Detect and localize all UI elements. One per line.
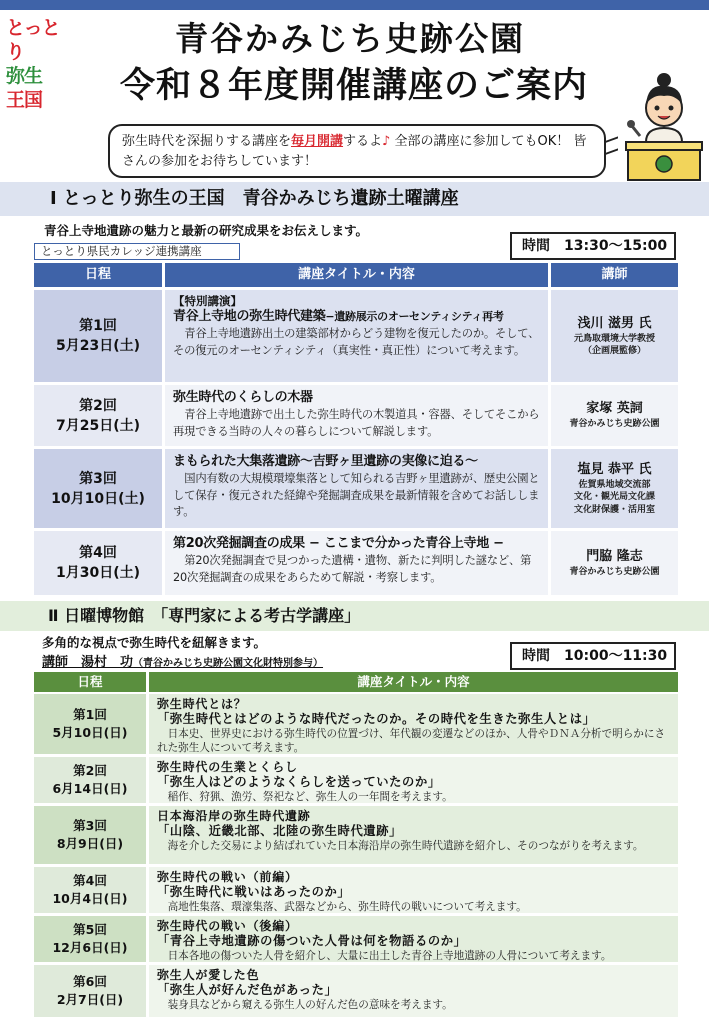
lecturer-cell	[551, 385, 678, 446]
lecturer-name: 家塚 英詞	[586, 401, 643, 417]
session-date: 12月6日(日)	[52, 940, 128, 955]
session-description: 日本各地の傷ついた人骨を紹介し、大量に出土した青谷上寺地遺跡の人骨について考えます。	[167, 950, 612, 962]
session-subtitle: 「青谷上寺地遺跡の傷ついた人骨は何を物語るのか」	[157, 934, 467, 948]
session-date-cell	[34, 531, 162, 595]
session-content-cell	[165, 290, 548, 382]
session-number: 第6回	[73, 974, 107, 989]
college-tag: とっとり県民カレッジ連携講座	[34, 243, 240, 260]
section2-lecturer	[42, 651, 323, 670]
session-subtitle: 「弥生時代とはどのような時代だったのか。その時代を生きた弥生人とは」	[157, 712, 596, 726]
table-row	[34, 694, 678, 754]
lecturer-affiliation: 青谷かみじち史跡公園	[569, 419, 660, 430]
session-title: 弥生時代とは？	[157, 697, 247, 711]
logo-text-2: 弥生	[6, 65, 43, 87]
logo-text-3: 王国	[6, 89, 43, 111]
lecturer-affiliation: 文化財保護・活用室	[573, 504, 655, 515]
page-title-line2: 令和８年度開催講座のご案内	[119, 65, 588, 106]
table-row	[34, 806, 678, 864]
bubble-text-pre: 弥生時代を深掘りする講座を	[122, 134, 292, 149]
session-date: 10月10日(土)	[51, 490, 145, 507]
session-subtitle: 「山陰、近畿北部、北陸の弥生時代遺跡」	[157, 824, 403, 838]
table-row	[34, 916, 678, 962]
section1-intro: 青谷上寺地遺跡の魅力と最新の研究成果をお伝えします。	[44, 223, 369, 238]
session-date: 8月9日(日)	[56, 836, 124, 851]
session-title: 弥生時代のくらしの木器	[173, 390, 313, 405]
session-description: 海を介した交易により結ばれていた日本海沿岸の弥生時代遺跡を紹介し、そのつながりを考えます。	[167, 840, 644, 852]
session-date-cell	[34, 867, 146, 913]
session-date-cell	[34, 806, 146, 864]
col-header-title: 講座タイトル・内容	[149, 672, 678, 692]
section2-time-box	[510, 642, 676, 670]
session-date: 2月7日(日)	[56, 992, 124, 1007]
session-date-cell	[34, 757, 146, 803]
section2-lecturer-name: 講師 湯村 功	[42, 655, 134, 670]
session-description: 国内有数の大規模環壕集落として知られる吉野ヶ里遺跡が、歴史公園として保存・復元された経緯や発掘調査成果を最新情報を含めてお話しします。	[173, 472, 540, 518]
lecturer-name: 塩見 恭平 氏	[577, 461, 652, 477]
lecturer-affiliation: 青谷かみじち史跡公園	[569, 566, 660, 577]
music-note-icon: ♪	[382, 134, 391, 149]
section1-heading: Ⅰ とっとり弥生の王国 青谷かみじち遺跡土曜講座	[0, 182, 709, 216]
col-header-title: 講座タイトル・内容	[165, 263, 548, 287]
session-date: 5月23日(土)	[55, 338, 141, 354]
session-date: 5月10日(日)	[52, 725, 128, 740]
time-value: 10:00〜11:30	[564, 648, 668, 664]
session-title: 弥生人が愛した色	[157, 968, 260, 982]
session-content-cell	[149, 806, 678, 864]
session-content-cell	[165, 385, 548, 446]
section2-heading: Ⅱ 日曜博物館 「専門家による考古学講座」	[0, 601, 709, 631]
table-row	[34, 449, 678, 528]
lecturer-cell	[551, 531, 678, 595]
session-title: まもられた大集落遺跡〜吉野ヶ里遺跡の実像に迫る〜	[173, 454, 478, 469]
session-number: 第3回	[79, 470, 117, 487]
session-description: 稲作、狩猟、漁労、祭祀など、弥生人の一年間を考えます。	[167, 791, 453, 803]
speech-bubble	[108, 124, 606, 178]
bubble-text-post: 全部の講座に参加してもOK！ 皆さんの参加をお待ちしています！	[122, 134, 587, 169]
lecturer-affiliation: 佐賀県地域交流部	[578, 479, 651, 490]
mascot-illustration	[624, 70, 704, 182]
session-content-cell	[149, 757, 678, 803]
session-number: 第2回	[79, 397, 117, 414]
session-number: 第1回	[79, 318, 117, 334]
session-date: 7月25日(土)	[55, 417, 141, 434]
session-date: 6月14日(日)	[52, 781, 128, 796]
session-title: 弥生時代の戦い（前編）	[157, 870, 298, 884]
bubble-text-mid: するよ	[343, 134, 383, 149]
session-title: 弥生時代の戦い（後編）	[157, 919, 298, 933]
session-content-cell	[149, 867, 678, 913]
col-header-lecturer: 講師	[551, 263, 678, 287]
session-date-cell	[34, 916, 146, 962]
session-title: 第20次発掘調査の成果 − ここまで分かった青谷上寺地 −	[173, 536, 504, 551]
session-date-cell	[34, 449, 162, 528]
session-title-sub: −遺跡展示のオーセンティシティ再考	[325, 310, 504, 323]
table-row	[34, 385, 678, 446]
session-subtitle: 「弥生時代に戦いはあったのか」	[157, 885, 351, 899]
time-label: 時間	[522, 648, 550, 664]
session-description: 第20次発掘調査で見つかった遺構・遺物、新たに判明した謎など、第20次発掘調査の成果をあらためて解説・考察します。	[173, 554, 532, 584]
session-number: 第3回	[73, 818, 107, 833]
time-value: 13:30〜15:00	[564, 238, 668, 254]
section1-time-box	[510, 232, 676, 260]
session-description: 装身具などから窺える弥生人の好んだ色の意味を考えます。	[167, 999, 453, 1011]
logo-text-1: とっとり	[6, 17, 60, 63]
session-title: 弥生時代の生業とくらし	[157, 760, 298, 774]
session-date: 1月30日(土)	[55, 565, 141, 581]
table-row	[34, 757, 678, 803]
top-accent-bar	[0, 0, 709, 10]
lecturer-affiliation: 元鳥取環境大学教授	[573, 333, 655, 344]
lecturer-cell	[551, 290, 678, 382]
lecturer-affiliation: 文化・観光局文化課	[573, 492, 655, 503]
table-row	[34, 965, 678, 1017]
lecturer-cell	[551, 449, 678, 528]
session-content-cell	[149, 965, 678, 1017]
lecturer-affiliation: （企画展監修）	[582, 346, 646, 356]
session-title-main: 青谷上寺地の弥生時代建築	[173, 309, 326, 324]
session-number: 第4回	[73, 873, 107, 888]
table-row	[34, 867, 678, 913]
table-row	[34, 531, 678, 595]
session-date-cell	[34, 694, 146, 754]
session-description: 青谷上寺地遺跡出土の建築部材からどう建物を復元したのか。そして、その復元のオーセンティシティ（真実性・真正性）について考えます。	[173, 327, 540, 357]
session-number: 第1回	[73, 707, 107, 722]
session-date-cell	[34, 385, 162, 446]
special-label: 【特別講演】	[173, 294, 242, 308]
page-title-line1: 青谷かみじち史跡公園	[175, 19, 525, 58]
session-number: 第2回	[73, 763, 107, 778]
lecturer-name: 門脇 隆志	[586, 548, 643, 564]
session-title: 日本海沿岸の弥生時代遺跡	[157, 809, 311, 823]
section2-lecturer-affiliation: （青谷かみじち史跡公園文化財特別参与）	[133, 658, 324, 669]
session-number: 第4回	[79, 545, 117, 561]
session-subtitle: 「弥生人はどのようなくらしを送っていたのか」	[157, 775, 441, 789]
col-header-date: 日程	[34, 672, 146, 692]
session-date-cell	[34, 290, 162, 382]
session-title	[173, 308, 540, 326]
time-label: 時間	[522, 238, 550, 254]
session-content-cell	[149, 916, 678, 962]
section2-intro: 多角的な視点で弥生時代を紐解きます。	[42, 635, 267, 650]
session-description: 日本史、世界史における弥生時代の位置づけ、年代観の変遷などのほか、人骨やＤＮＡ分析で明らかにされた弥生人について考えます。	[157, 728, 666, 754]
session-content-cell	[165, 531, 548, 595]
session-number: 第5回	[73, 922, 107, 937]
session-description: 青谷上寺地遺跡で出土した弥生時代の木製道具・容器、そしてそこから再現できる当時の人々の暮らしについて解説します。	[173, 408, 540, 438]
session-content-cell	[149, 694, 678, 754]
session-description: 高地性集落、環濠集落、武器などから、弥生時代の戦いについて考えます。	[167, 901, 527, 913]
bubble-highlight: 毎月開講	[291, 134, 344, 149]
yayoi-kingdom-logo	[6, 16, 72, 112]
session-date: 10月4日(日)	[52, 891, 128, 906]
session-date-cell	[34, 965, 146, 1017]
table-row	[34, 290, 678, 382]
session-content-cell	[165, 449, 548, 528]
lecturer-name: 浅川 滋男 氏	[577, 315, 652, 331]
col-header-date: 日程	[34, 263, 162, 287]
session-subtitle: 「弥生人が好んだ色があった」	[157, 983, 338, 997]
